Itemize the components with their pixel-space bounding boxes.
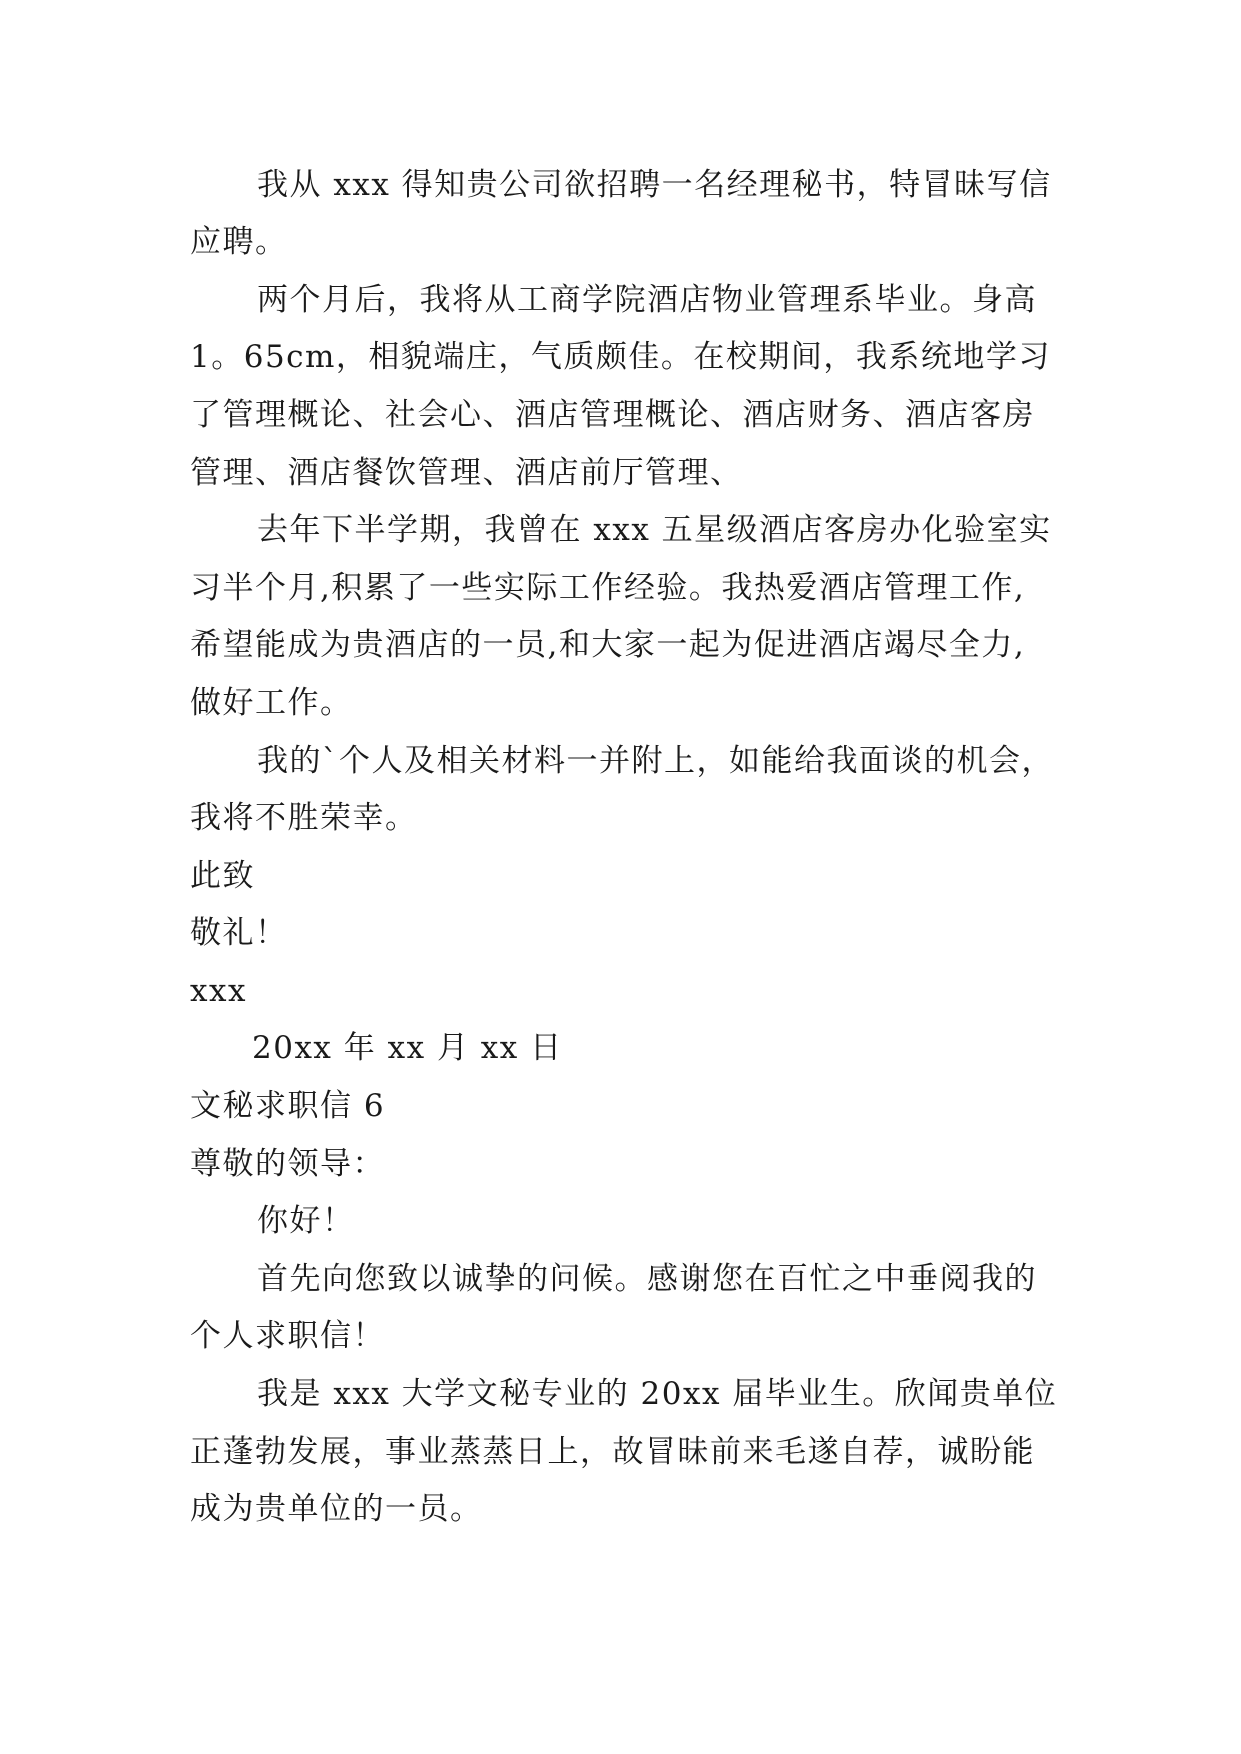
paragraph-line: 正蓬勃发展，事业蒸蒸日上，故冒昧前来毛遂自荐，诚盼能 — [190, 1434, 1035, 1470]
paragraph-line: 我从 xxx 得知贵公司欲招聘一名经理秘书，特冒昧写信 — [257, 167, 1052, 203]
letter-date: 20xx 年 xx 月 xx 日 — [252, 1030, 563, 1066]
paragraph-line: 我的`个人及相关材料一并附上，如能给我面谈的机会， — [257, 743, 1054, 779]
paragraph-line: 去年下半学期，我曾在 xxx 五星级酒店客房办化验室实 — [257, 512, 1052, 548]
closing-salutation: 此致 — [190, 858, 255, 894]
paragraph-line: 我是 xxx 大学文秘专业的 20xx 届毕业生。欣闻贵单位 — [257, 1376, 1058, 1412]
signature-name: xxx — [190, 973, 247, 1009]
paragraph-line: 习半个月,积累了一些实际工作经验。我热爱酒店管理工作, — [190, 570, 1026, 606]
paragraph-line: 成为贵单位的一员。 — [190, 1491, 483, 1527]
paragraph-line: 应聘。 — [190, 224, 288, 260]
letter-salutation: 尊敬的领导： — [190, 1146, 385, 1182]
paragraph-line: 两个月后，我将从工商学院酒店物业管理系毕业。身高 — [257, 282, 1037, 318]
paragraph-line: 做好工作。 — [190, 685, 353, 721]
paragraph-line: 希望能成为贵酒店的一员,和大家一起为促进酒店竭尽全力, — [190, 627, 1026, 663]
paragraph-line: 了管理概论、社会心、酒店管理概论、酒店财务、酒店客房 — [190, 397, 1035, 433]
paragraph-line: 1。65cm，相貌端庄，气质颇佳。在校期间，我系统地学习 — [190, 339, 1051, 375]
paragraph-line: 管理、酒店餐饮管理、酒店前厅管理、 — [190, 455, 743, 491]
section-title: 文秘求职信 6 — [190, 1088, 386, 1124]
greeting: 你好！ — [257, 1203, 355, 1239]
closing-regards: 敬礼！ — [190, 915, 288, 951]
paragraph-line: 首先向您致以诚挚的问候。感谢您在百忙之中垂阅我的 — [257, 1261, 1037, 1297]
paragraph-line: 我将不胜荣幸。 — [190, 800, 418, 836]
paragraph-line: 个人求职信！ — [190, 1318, 385, 1354]
